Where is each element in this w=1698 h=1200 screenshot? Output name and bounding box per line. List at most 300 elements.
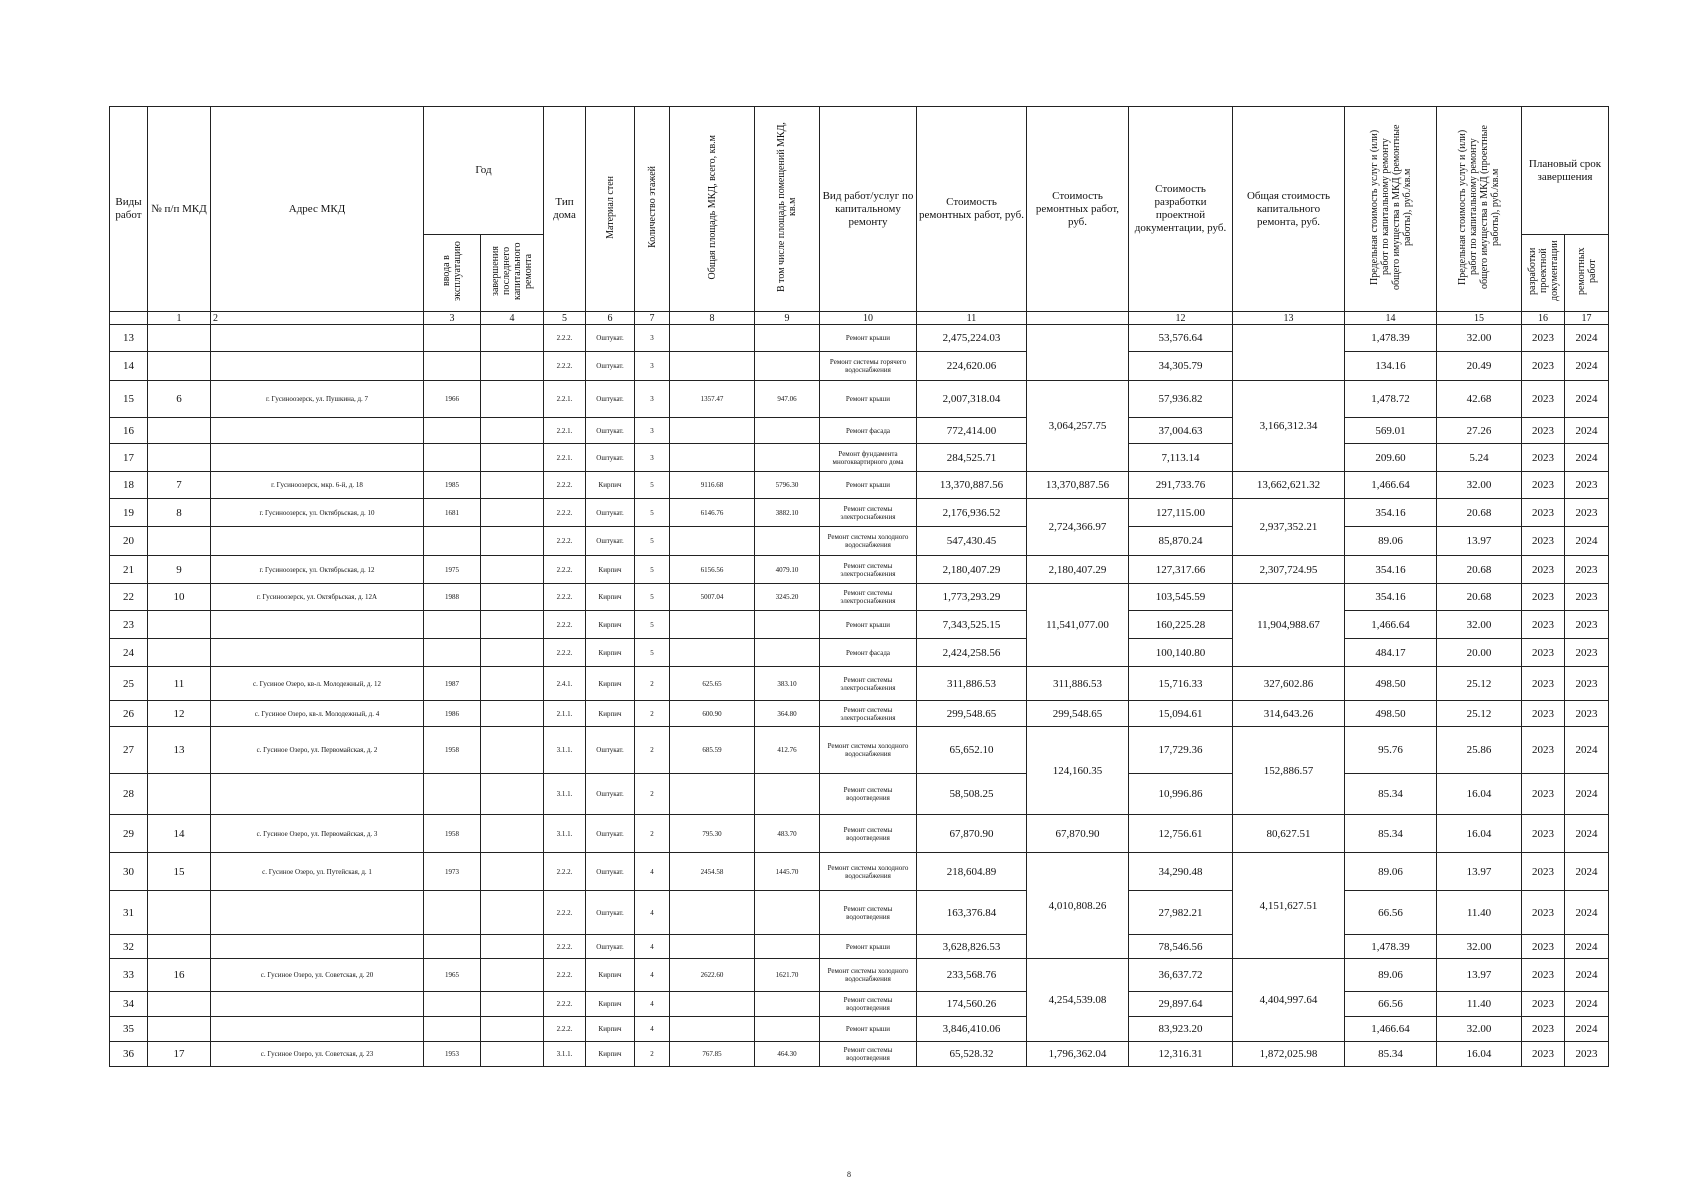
term-design: 2023: [1522, 1017, 1565, 1042]
term-design: 2023: [1522, 727, 1565, 774]
table-row: [110, 891, 1609, 935]
term-repair: 2024: [1565, 774, 1609, 815]
mkd-number: 16: [148, 959, 211, 992]
house-type: 2.2.2.: [544, 853, 586, 891]
floors: 3: [635, 325, 670, 352]
table-row: [110, 959, 1609, 992]
house-type: 2.2.2.: [544, 935, 586, 959]
year-last-repair: [481, 853, 544, 891]
term-repair: 2024: [1565, 1017, 1609, 1042]
term-repair: 2024: [1565, 325, 1609, 352]
house-type: 2.2.2.: [544, 959, 586, 992]
total-area: 2454.58: [670, 853, 755, 891]
repair-cost-total: 3,064,257.75: [1027, 381, 1129, 472]
wall-material: Кирпич: [586, 701, 635, 727]
repair-cost: 13,370,887.56: [917, 472, 1027, 499]
wall-material: Оштукат.: [586, 499, 635, 527]
overall-cost: 1,872,025.98: [1233, 1042, 1345, 1067]
overall-cost: 4,404,997.64: [1233, 959, 1345, 1042]
address: [211, 418, 424, 444]
floors: 4: [635, 891, 670, 935]
work-type: Ремонт системы электроснабжения: [820, 499, 917, 527]
year-commissioning: 1953: [424, 1042, 481, 1067]
table-row: [110, 1042, 1609, 1067]
limit-repair: 1,478.72: [1345, 381, 1437, 418]
term-repair: 2024: [1565, 935, 1609, 959]
design-cost: 291,733.76: [1129, 472, 1233, 499]
row-number: 36: [110, 1042, 148, 1067]
design-cost: 34,305.79: [1129, 352, 1233, 381]
year-commissioning: [424, 891, 481, 935]
row-number: 29: [110, 815, 148, 853]
floors: 3: [635, 444, 670, 472]
house-type: 3.1.1.: [544, 774, 586, 815]
design-cost: 12,316.31: [1129, 1042, 1233, 1067]
limit-repair: 85.34: [1345, 815, 1437, 853]
address: г. Гусиноозерск, ул. Октябрьская, д. 12: [211, 556, 424, 584]
house-type: 2.4.1.: [544, 667, 586, 701]
limit-repair: 1,466.64: [1345, 611, 1437, 639]
work-type: Ремонт системы водоотведения: [820, 992, 917, 1017]
floors: 2: [635, 667, 670, 701]
work-type: Ремонт крыши: [820, 1017, 917, 1042]
floors: 2: [635, 701, 670, 727]
limit-repair: 66.56: [1345, 992, 1437, 1017]
premises-area: 383.10: [755, 667, 820, 701]
mkd-number: [148, 418, 211, 444]
table-row: [110, 667, 1609, 701]
term-repair: 2023: [1565, 1042, 1609, 1067]
overall-cost: 80,627.51: [1233, 815, 1345, 853]
work-type: Ремонт системы электроснабжения: [820, 701, 917, 727]
address: [211, 891, 424, 935]
column-number: 10: [820, 312, 917, 325]
limit-design: 13.97: [1437, 527, 1522, 556]
row-number: 24: [110, 639, 148, 667]
header-total-area: Общая площадь МКД, всего, кв.м: [670, 107, 755, 312]
overall-cost: 4,151,627.51: [1233, 853, 1345, 959]
limit-repair: 66.56: [1345, 891, 1437, 935]
table-row: [110, 774, 1609, 815]
premises-area: [755, 1017, 820, 1042]
design-cost: 85,870.24: [1129, 527, 1233, 556]
row-number: 21: [110, 556, 148, 584]
year-commissioning: 1965: [424, 959, 481, 992]
table-row: [110, 992, 1609, 1017]
total-area: [670, 527, 755, 556]
header-floors: Количество этажей: [635, 107, 670, 312]
row-number: 23: [110, 611, 148, 639]
year-last-repair: [481, 815, 544, 853]
floors: 3: [635, 381, 670, 418]
repair-cost: 311,886.53: [917, 667, 1027, 701]
header-term-design: разработки проектной документации: [1522, 235, 1565, 312]
header-address: Адрес МКД: [211, 107, 424, 312]
table-row: [110, 1017, 1609, 1042]
design-cost: 34,290.48: [1129, 853, 1233, 891]
design-cost: 100,140.80: [1129, 639, 1233, 667]
repair-cost: 2,180,407.29: [917, 556, 1027, 584]
design-cost: 15,716.33: [1129, 667, 1233, 701]
term-design: 2023: [1522, 992, 1565, 1017]
house-type: 2.2.2.: [544, 584, 586, 611]
repair-cost: 233,568.76: [917, 959, 1027, 992]
year-last-repair: [481, 959, 544, 992]
row-number: 13: [110, 325, 148, 352]
table-row: [110, 444, 1609, 472]
work-type: Ремонт системы электроснабжения: [820, 584, 917, 611]
term-design: 2023: [1522, 935, 1565, 959]
floors: 2: [635, 1042, 670, 1067]
repair-cost-total: 311,886.53: [1027, 667, 1129, 701]
limit-design: 27.26: [1437, 418, 1522, 444]
house-type: 2.2.2.: [544, 325, 586, 352]
term-design: 2023: [1522, 815, 1565, 853]
repair-cost: 2,007,318.04: [917, 381, 1027, 418]
work-type: Ремонт системы водоотведения: [820, 815, 917, 853]
overall-cost: 2,937,352.21: [1233, 499, 1345, 556]
premises-area: [755, 774, 820, 815]
wall-material: Оштукат.: [586, 527, 635, 556]
year-commissioning: [424, 444, 481, 472]
term-design: 2023: [1522, 611, 1565, 639]
limit-design: 32.00: [1437, 611, 1522, 639]
year-commissioning: [424, 774, 481, 815]
year-last-repair: [481, 472, 544, 499]
floors: 4: [635, 1017, 670, 1042]
wall-material: Кирпич: [586, 667, 635, 701]
limit-repair: 95.76: [1345, 727, 1437, 774]
table-row: [110, 325, 1609, 352]
total-area: [670, 935, 755, 959]
design-cost: 7,113.14: [1129, 444, 1233, 472]
floors: 2: [635, 727, 670, 774]
table-row: [110, 556, 1609, 584]
repair-cost-total: 2,180,407.29: [1027, 556, 1129, 584]
floors: 5: [635, 527, 670, 556]
premises-area: 4079.10: [755, 556, 820, 584]
limit-repair: 89.06: [1345, 959, 1437, 992]
table-header: [110, 107, 1609, 325]
floors: 5: [635, 472, 670, 499]
year-last-repair: [481, 381, 544, 418]
header-year-last-repair: завершения последнего капитального ремонта: [481, 235, 544, 312]
total-area: [670, 639, 755, 667]
wall-material: Оштукат.: [586, 325, 635, 352]
limit-repair: 209.60: [1345, 444, 1437, 472]
limit-design: 25.12: [1437, 667, 1522, 701]
header-year-commissioning: ввода в эксплуатацию: [424, 235, 481, 312]
year-commissioning: 1973: [424, 853, 481, 891]
term-design: 2023: [1522, 381, 1565, 418]
row-number: 34: [110, 992, 148, 1017]
row-number: 25: [110, 667, 148, 701]
mkd-number: 11: [148, 667, 211, 701]
total-area: [670, 418, 755, 444]
premises-area: 3245.20: [755, 584, 820, 611]
total-area: [670, 992, 755, 1017]
design-cost: 27,982.21: [1129, 891, 1233, 935]
address: с. Гусиное Озеро, ул. Первомайская, д. 3: [211, 815, 424, 853]
term-repair: 2023: [1565, 584, 1609, 611]
table-row: [110, 727, 1609, 774]
premises-area: 3882.10: [755, 499, 820, 527]
term-design: 2023: [1522, 556, 1565, 584]
term-design: 2023: [1522, 667, 1565, 701]
total-area: 6146.76: [670, 499, 755, 527]
term-design: 2023: [1522, 701, 1565, 727]
premises-area: [755, 527, 820, 556]
premises-area: [755, 891, 820, 935]
repair-cost-total: [1027, 325, 1129, 381]
year-last-repair: [481, 352, 544, 381]
total-area: [670, 352, 755, 381]
design-cost: 160,225.28: [1129, 611, 1233, 639]
term-repair: 2024: [1565, 815, 1609, 853]
column-number: 9: [755, 312, 820, 325]
limit-design: 25.12: [1437, 701, 1522, 727]
address: с. Гусиное Озеро, кв-л. Молодежный, д. 12: [211, 667, 424, 701]
table-row: [110, 527, 1609, 556]
design-cost: 17,729.36: [1129, 727, 1233, 774]
year-commissioning: 1681: [424, 499, 481, 527]
row-number: 30: [110, 853, 148, 891]
wall-material: Кирпич: [586, 1042, 635, 1067]
house-type: 2.2.2.: [544, 891, 586, 935]
limit-design: 32.00: [1437, 1017, 1522, 1042]
table-body: [110, 325, 1609, 1067]
limit-repair: 354.16: [1345, 499, 1437, 527]
limit-design: 13.97: [1437, 853, 1522, 891]
term-repair: 2024: [1565, 891, 1609, 935]
house-type: 3.1.1.: [544, 815, 586, 853]
limit-design: 25.86: [1437, 727, 1522, 774]
address: г. Гусиноозерск, ул. Пушкина, д. 7: [211, 381, 424, 418]
header-planned-term: Плановый срок завершения: [1522, 107, 1609, 235]
work-type: Ремонт системы электроснабжения: [820, 667, 917, 701]
design-cost: 127,317.66: [1129, 556, 1233, 584]
year-commissioning: [424, 527, 481, 556]
wall-material: Оштукат.: [586, 418, 635, 444]
year-commissioning: [424, 325, 481, 352]
year-commissioning: [424, 418, 481, 444]
limit-design: 32.00: [1437, 472, 1522, 499]
limit-design: 20.68: [1437, 556, 1522, 584]
limit-repair: 134.16: [1345, 352, 1437, 381]
row-number: 16: [110, 418, 148, 444]
house-type: 3.1.1.: [544, 727, 586, 774]
term-design: 2023: [1522, 891, 1565, 935]
house-type: 2.2.2.: [544, 611, 586, 639]
house-type: 2.2.2.: [544, 499, 586, 527]
header-repair-cost: Стоимость ремонтных работ, руб.: [917, 107, 1027, 312]
table-row: [110, 499, 1609, 527]
work-type: Ремонт фасада: [820, 418, 917, 444]
premises-area: 5796.30: [755, 472, 820, 499]
term-design: 2023: [1522, 639, 1565, 667]
term-design: 2023: [1522, 499, 1565, 527]
column-number: 7: [635, 312, 670, 325]
work-type: Ремонт крыши: [820, 325, 917, 352]
mkd-number: 9: [148, 556, 211, 584]
year-commissioning: 1985: [424, 472, 481, 499]
house-type: 2.2.2.: [544, 472, 586, 499]
repair-cost: 218,604.89: [917, 853, 1027, 891]
floors: 4: [635, 935, 670, 959]
term-design: 2023: [1522, 472, 1565, 499]
term-repair: 2023: [1565, 639, 1609, 667]
year-last-repair: [481, 499, 544, 527]
repair-cost-total: 299,548.65: [1027, 701, 1129, 727]
house-type: 2.2.1.: [544, 381, 586, 418]
limit-design: 20.49: [1437, 352, 1522, 381]
year-commissioning: [424, 611, 481, 639]
repair-cost: 67,870.90: [917, 815, 1027, 853]
year-last-repair: [481, 1017, 544, 1042]
term-repair: 2024: [1565, 527, 1609, 556]
mkd-number: 6: [148, 381, 211, 418]
repair-cost: 299,548.65: [917, 701, 1027, 727]
column-number: [1027, 312, 1129, 325]
limit-repair: 85.34: [1345, 774, 1437, 815]
table-row: [110, 815, 1609, 853]
year-last-repair: [481, 527, 544, 556]
address: с. Гусиное Озеро, ул. Путейская, д. 1: [211, 853, 424, 891]
year-commissioning: [424, 1017, 481, 1042]
house-type: 2.2.2.: [544, 352, 586, 381]
house-type: 2.2.2.: [544, 527, 586, 556]
repair-cost: 1,773,293.29: [917, 584, 1027, 611]
table-row: [110, 584, 1609, 611]
table-row: [110, 639, 1609, 667]
mkd-number: [148, 1017, 211, 1042]
wall-material: Оштукат.: [586, 381, 635, 418]
house-type: 2.2.1.: [544, 418, 586, 444]
premises-area: 364.80: [755, 701, 820, 727]
wall-material: Кирпич: [586, 584, 635, 611]
repair-cost-total: 13,370,887.56: [1027, 472, 1129, 499]
work-type: Ремонт системы водоотведения: [820, 1042, 917, 1067]
wall-material: Оштукат.: [586, 891, 635, 935]
total-area: [670, 325, 755, 352]
table-row: [110, 381, 1609, 418]
header-design-cost: Стоимость разработки проектной документации, руб.: [1129, 107, 1233, 312]
row-number: 31: [110, 891, 148, 935]
wall-material: Оштукат.: [586, 815, 635, 853]
floors: 5: [635, 584, 670, 611]
premises-area: [755, 992, 820, 1017]
wall-material: Кирпич: [586, 556, 635, 584]
repair-cost: 65,652.10: [917, 727, 1027, 774]
year-commissioning: [424, 935, 481, 959]
wall-material: Кирпич: [586, 959, 635, 992]
year-last-repair: [481, 444, 544, 472]
mkd-number: 14: [148, 815, 211, 853]
design-cost: 127,115.00: [1129, 499, 1233, 527]
design-cost: 53,576.64: [1129, 325, 1233, 352]
repair-cost: 2,424,258.56: [917, 639, 1027, 667]
header-house-type: Тип дома: [544, 107, 586, 312]
year-commissioning: 1958: [424, 815, 481, 853]
row-number: 26: [110, 701, 148, 727]
header-term-repair: ремонтных работ: [1565, 235, 1609, 312]
wall-material: Кирпич: [586, 1017, 635, 1042]
row-number: 32: [110, 935, 148, 959]
mkd-number: 13: [148, 727, 211, 774]
row-number: 33: [110, 959, 148, 992]
premises-area: 464.30: [755, 1042, 820, 1067]
repair-cost-total: 124,160.35: [1027, 727, 1129, 815]
term-repair: 2023: [1565, 472, 1609, 499]
column-number: 11: [917, 312, 1027, 325]
limit-repair: 89.06: [1345, 853, 1437, 891]
header-limit-design: Предельная стоимость услуг и (или) работ по капитальному ремонту общего имущества в МКД (проектные работы), руб./кв.м: [1437, 107, 1522, 312]
term-repair: 2023: [1565, 611, 1609, 639]
address: [211, 992, 424, 1017]
house-type: 2.1.1.: [544, 701, 586, 727]
limit-design: 11.40: [1437, 891, 1522, 935]
total-area: [670, 1017, 755, 1042]
address: [211, 935, 424, 959]
total-area: 5007.04: [670, 584, 755, 611]
work-type: Ремонт системы холодного водоснабжения: [820, 959, 917, 992]
work-type: Ремонт системы горячего водоснабжения: [820, 352, 917, 381]
repair-cost: 65,528.32: [917, 1042, 1027, 1067]
premises-area: 412.76: [755, 727, 820, 774]
repair-cost: 7,343,525.15: [917, 611, 1027, 639]
overall-cost: 314,643.26: [1233, 701, 1345, 727]
address: [211, 639, 424, 667]
repair-cost: 772,414.00: [917, 418, 1027, 444]
table-row: [110, 611, 1609, 639]
house-type: 3.1.1.: [544, 1042, 586, 1067]
premises-area: 483.70: [755, 815, 820, 853]
column-number: 13: [1233, 312, 1345, 325]
year-commissioning: [424, 639, 481, 667]
design-cost: 12,756.61: [1129, 815, 1233, 853]
repair-cost: 174,560.26: [917, 992, 1027, 1017]
premises-area: 1445.70: [755, 853, 820, 891]
house-type: 2.2.2.: [544, 1017, 586, 1042]
year-commissioning: 1988: [424, 584, 481, 611]
year-last-repair: [481, 556, 544, 584]
limit-repair: 498.50: [1345, 701, 1437, 727]
work-type: Ремонт фасада: [820, 639, 917, 667]
column-number: 16: [1522, 312, 1565, 325]
term-design: 2023: [1522, 853, 1565, 891]
limit-design: 20.68: [1437, 499, 1522, 527]
mkd-number: [148, 352, 211, 381]
column-number: 14: [1345, 312, 1437, 325]
design-cost: 103,545.59: [1129, 584, 1233, 611]
total-area: 1357.47: [670, 381, 755, 418]
repair-cost-total: 11,541,077.00: [1027, 584, 1129, 667]
repair-cost-total: 2,724,366.97: [1027, 499, 1129, 556]
term-design: 2023: [1522, 527, 1565, 556]
limit-design: 5.24: [1437, 444, 1522, 472]
header-premises-area: В том числе площадь помещений МКД, кв.м: [755, 107, 820, 312]
term-design: 2023: [1522, 1042, 1565, 1067]
mkd-number: 12: [148, 701, 211, 727]
column-number: 8: [670, 312, 755, 325]
total-area: 600.90: [670, 701, 755, 727]
mkd-number: 17: [148, 1042, 211, 1067]
mkd-number: 8: [148, 499, 211, 527]
house-type: 2.2.2.: [544, 556, 586, 584]
term-repair: 2023: [1565, 701, 1609, 727]
wall-material: Кирпич: [586, 472, 635, 499]
work-type: Ремонт системы электроснабжения: [820, 556, 917, 584]
